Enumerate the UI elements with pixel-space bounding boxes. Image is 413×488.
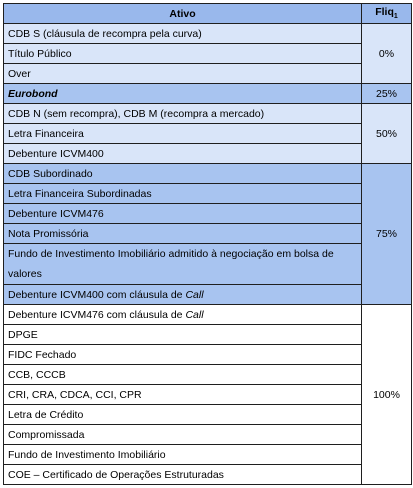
asset-cell: Eurobond [4, 84, 362, 104]
table-row [4, 325, 412, 345]
asset-cell: FIDC Fechado [4, 345, 362, 365]
table-row [4, 24, 412, 44]
table-row [4, 385, 412, 405]
asset-text: Debenture ICVM400 com cláusula de [8, 288, 183, 301]
liquidity-factor-cell: 25% [362, 84, 412, 104]
table-row [4, 405, 412, 425]
table-row [4, 465, 412, 485]
asset-cell: DPGE [4, 325, 362, 345]
table-row [4, 204, 412, 224]
asset-cell: Letra de Crédito [4, 405, 362, 425]
liquidity-factor-cell: 100% [362, 305, 412, 485]
table-row [4, 345, 412, 365]
asset-cell: CDB Subordinado [4, 164, 362, 184]
asset-cell: Debenture ICVM476 [4, 204, 362, 224]
table-row [4, 425, 412, 445]
table-row [4, 124, 412, 144]
table-row [4, 365, 412, 385]
call-term: Call [185, 288, 204, 301]
asset-cell: Debenture ICVM400 [4, 144, 362, 164]
call-term: Call [185, 308, 204, 321]
asset-cell [4, 305, 362, 325]
asset-cell: Compromissada [4, 425, 362, 445]
asset-cell [4, 285, 362, 305]
liquidity-table [3, 3, 412, 485]
header-row [4, 4, 412, 24]
table-row [4, 104, 412, 124]
table-row [4, 445, 412, 465]
table-row [4, 164, 412, 184]
asset-cell: Fundo de Investimento Imobiliário admitido à negociação em bolsa de valores [4, 244, 362, 285]
table-row [4, 144, 412, 164]
asset-cell: Letra Financeira [4, 124, 362, 144]
asset-cell: Título Público [4, 44, 362, 64]
table-row [4, 305, 412, 325]
asset-cell: COE – Certificado de Operações Estruturadas [4, 465, 362, 485]
asset-cell: CRI, CRA, CDCA, CCI, CPR [4, 385, 362, 405]
asset-column-header: Ativo [4, 4, 362, 24]
asset-cell: CCB, CCCB [4, 365, 362, 385]
fliq-subscript: 1 [393, 13, 398, 21]
table-row [4, 224, 412, 244]
asset-text: Debenture ICVM476 com cláusula de [8, 308, 183, 321]
liquidity-factor-cell: 50% [362, 104, 412, 164]
asset-cell: CDB N (sem recompra), CDB M (recompra a mercado) [4, 104, 362, 124]
table-row [4, 244, 412, 285]
fliq-label: Fliq [375, 6, 394, 19]
liquidity-factor-cell: 75% [362, 164, 412, 305]
asset-cell: Over [4, 64, 362, 84]
table-row [4, 64, 412, 84]
asset-cell: CDB S (cláusula de recompra pela curva) [4, 24, 362, 44]
fliq-column-header [362, 4, 412, 24]
asset-cell: Fundo de Investimento Imobiliário [4, 445, 362, 465]
table-row [4, 44, 412, 64]
liquidity-factor-cell: 0% [362, 24, 412, 84]
table-row [4, 84, 412, 104]
asset-cell: Letra Financeira Subordinadas [4, 184, 362, 204]
table-row [4, 184, 412, 204]
asset-cell: Nota Promissória [4, 224, 362, 244]
table-row [4, 285, 412, 305]
